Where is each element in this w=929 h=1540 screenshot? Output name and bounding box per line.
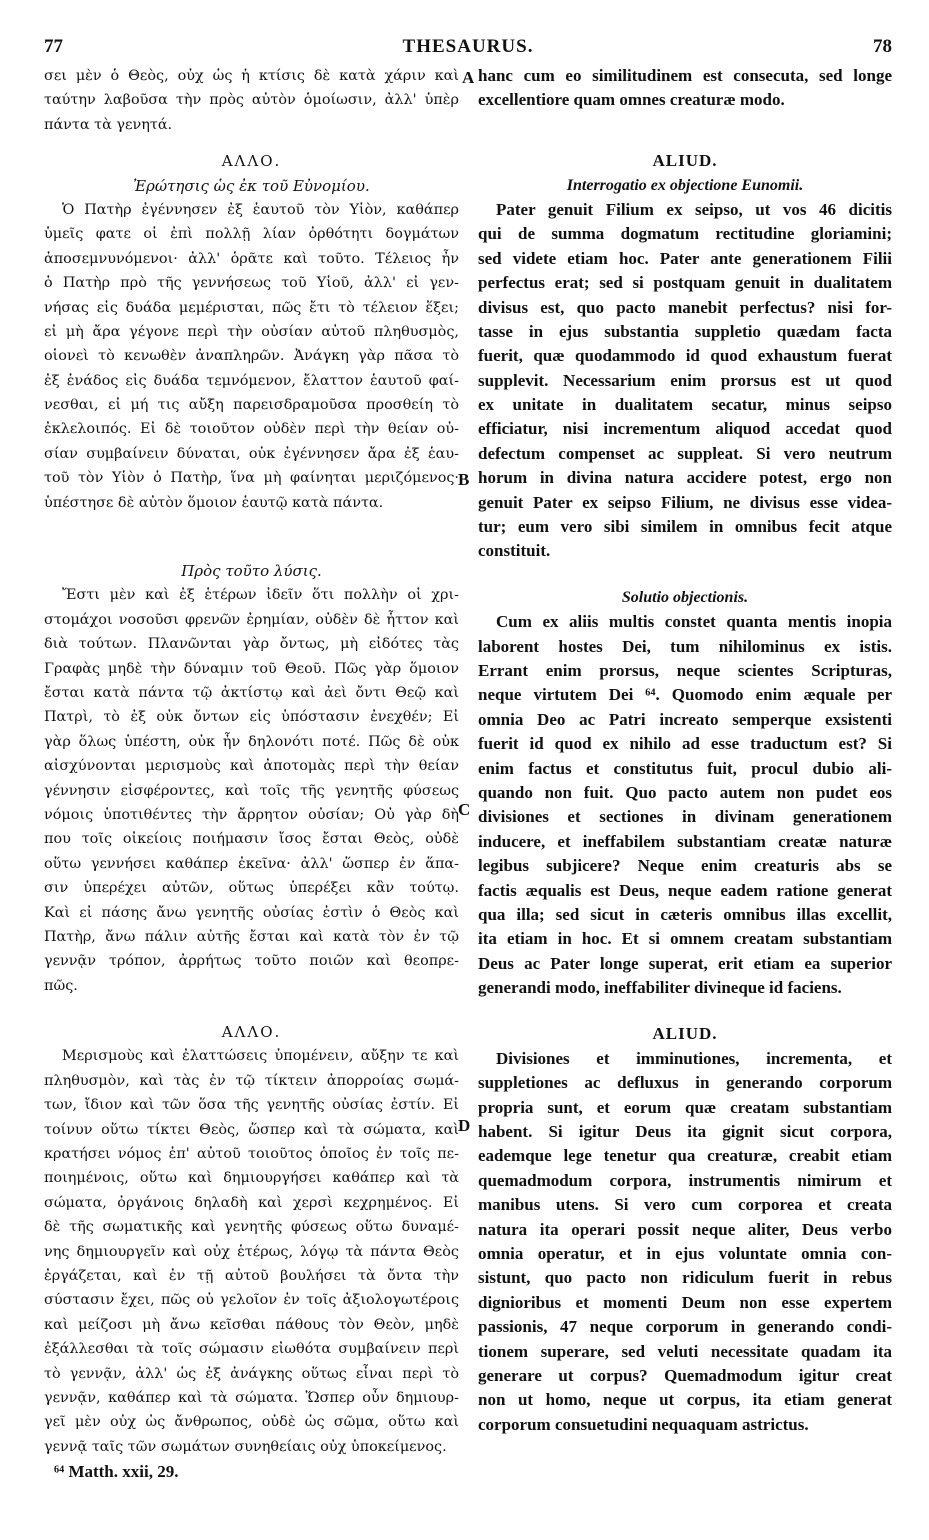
text-line: νης δημιουργεῖν καὶ οὐχ ἑτέρως, λόγῳ τὰ πάντα Θεὸς xyxy=(44,1243,459,1260)
text-line: ὑπέστησε δὲ αὐτὸν ὅμοιον ἑαυτῷ κατὰ πάντα. xyxy=(44,494,384,511)
text-line: manibus utens. Si vero cum corporea et creata xyxy=(478,1195,892,1215)
text-line: ἀποσεμνυνόμενοι· ἀλλ' ὁρᾶτε καὶ τοῦτο. Τέλειος ἦν xyxy=(44,250,459,267)
greek-heading-allo-2: ΑΛΛΟ. xyxy=(221,1023,282,1042)
text-line: divisus est, quo pacto manebit perfectus? nisi for- xyxy=(478,297,892,317)
text-line: omnia Deo ac Patri increato semperque exsistenti xyxy=(478,709,892,729)
text-line: inducere, et ineffabilem substantiam creatæ naturæ xyxy=(478,831,892,851)
text-line: ἔσται κατὰ πάντα τῷ ἀκτίστῳ καὶ ἀεὶ ὄντι Θεῷ καὶ xyxy=(44,684,459,701)
text-line: Μερισμοὺς καὶ ἐλαττώσεις ὑπομένειν, αὔξην τε καὶ xyxy=(62,1048,459,1065)
text-line: στομάχοι νοσοῦσι φρενῶν ἐρημίαν, οὐδὲν δὲ ἧττον καὶ xyxy=(44,611,459,628)
greek-heading-allo-1: ΑΛΛΟ. xyxy=(221,152,282,171)
text-line: που τοῖς οἰκείοις ποιήμασιν ἴσος ἔσται Θεὸς, οὐδὲ xyxy=(44,831,459,848)
text-line: passionis, 47 neque corporum in generando condi- xyxy=(478,1317,892,1337)
text-line: tur; eum vero sibi similem in omnibus fecit atque xyxy=(478,517,892,537)
text-line: tasse in ejus substantia suppletio quædam facta xyxy=(478,321,892,341)
text-line: κρατήσει νόμος ἐπ' αὐτοῦ τοιοῦτος ὁποῖος ἐν τοῖς πε- xyxy=(44,1146,459,1163)
text-line: excellentiore quam omnes creaturæ modo. xyxy=(478,90,785,110)
text-line: sed videte etiam hoc. Pater ante generationem Filii xyxy=(478,248,892,268)
text-line: quemadmodum corpora, instrumentis nimirum et xyxy=(478,1170,892,1190)
text-line: divisiones et sectiones in divinam generationem xyxy=(478,807,892,827)
greek-paragraph-allo xyxy=(44,1044,459,1459)
margin-letter-a: A xyxy=(462,68,475,87)
running-title: THESAURUS. xyxy=(402,36,534,57)
text-line: νήσας εἰς δυάδα μεμέρισται, πῶς ἔτι τὸ τέλειον ἕξει; xyxy=(44,299,459,316)
text-line: ταύτην λαβοῦσα τὴν πρὸς αὐτὸν ὁμοίωσιν, ἀλλ' ὑπὲρ xyxy=(44,92,459,109)
text-line: σύστασιν ἔχει, πῶς οὐ γελοῖον ἐν τοῖς ἀξιολογωτέροις xyxy=(44,1292,459,1309)
latin-paragraph-solution xyxy=(478,610,892,1000)
text-line: non ut homo, neque ut corpus, ita etiam generat xyxy=(478,1390,892,1410)
text-line: γεννᾷν τρόπον, ἀρρήτως τοῦτο ποιῶν καὶ θεοπρε- xyxy=(44,953,459,970)
latin-paragraph-question xyxy=(478,198,892,564)
text-line: quando non fuit. Quo pacto autem non pudet eos xyxy=(478,782,892,802)
text-line: σει μὲν ὁ Θεὸς, οὐχ ὡς ἡ κτίσις δὲ κατὰ χάριν καὶ xyxy=(44,68,459,84)
text-line: τοῦ τὸν Υἱὸν ὁ Πατὴρ, ἵνα μὴ φαίνηται μεριζόμενος· xyxy=(44,470,459,487)
text-line: καὶ μείζοσι μὴ ἄνω κεῖσθαι πάθους τὸν Θεὸν, μηδὲ xyxy=(44,1316,459,1333)
text-line: Deus ac Pater longe superat, erit etiam ea superior xyxy=(478,953,892,973)
page-number-right: 78 xyxy=(873,36,892,57)
text-line: Ἔστι μὲν καὶ ἐξ ἑτέρων ἰδεῖν ὅτι πολλὴν οἱ χρι- xyxy=(62,587,459,604)
text-line: Γραφὰς μηδὲ τὴν δύναμιν τοῦ Θεοῦ. Πῶς γὰρ ὅμοιον xyxy=(44,660,459,677)
text-line: σώματα, ὀργάνοις δηλαδὴ καὶ χερσὶ κεχρημένος. Εἰ xyxy=(44,1194,459,1211)
text-line: σιν ὑπερέχει αὐτῶν, οὕτως ὑπερέξει κἂν τούτῳ. xyxy=(44,880,459,897)
text-line: suppletiones ac defluxus in generando corporum xyxy=(478,1073,892,1093)
text-line: Πατὴρ, ἄνω πάλιν αὐτῆς ἔσται καὶ κατὰ τὸν ἐν τῷ xyxy=(44,928,459,945)
text-line: fuerit, quæ quodammodo id quod exhaustum fuerat xyxy=(478,346,892,366)
margin-letter-b: B xyxy=(458,470,470,489)
greek-paragraph-solution xyxy=(44,583,459,998)
margin-letter-c: C xyxy=(458,800,471,819)
text-line: τοίνυν οὕτω τίκτει Θεὸς, ὥσπερ καὶ τὰ σώματα, καὶ xyxy=(44,1121,459,1138)
text-line: natura ita operari possit neque aliter, Deus verbo xyxy=(478,1219,892,1239)
text-line: efficiatur, nisi incrementum aliquod accedat quod xyxy=(478,419,892,439)
text-line: perfectus erat; sed si postquam genuit in dualitatem xyxy=(478,273,892,293)
text-line: γέννησιν εἰσφέροντες, καὶ τοῖς τῆς γενητῆς φύσεως xyxy=(44,782,459,799)
text-line: πληθυσμὸν, καὶ τὰς ἐν τῷ τίκτειν ἀπορροίας σωμά- xyxy=(44,1072,459,1089)
text-line: σίαν συμβαίνειν δύναται, οὐκ ἐγέννησεν ἄρα ἐξ ἑαυ- xyxy=(44,445,459,462)
text-line: Errant enim prorsus, neque scientes Scripturas, xyxy=(478,660,892,680)
text-line: horum in divina natura accidere potest, ergo non xyxy=(478,468,892,488)
text-line: ἐξάλλεσθαι τὰ τοῖς σώμασιν εἰωθότα συμβαίνειν περὶ xyxy=(44,1341,459,1358)
text-line: νεσθαι, εἰ μή τις αὔξη παρεισδραμοῦσα προσθείη τὸ xyxy=(44,397,459,414)
text-line: defectum compenset ac suppleat. Si vero neutrum xyxy=(478,443,892,463)
greek-column xyxy=(44,64,459,1459)
text-line: dignioribus et momenti Deum non esse expertem xyxy=(478,1292,892,1312)
text-line: ita etiam in hoc. Et si omnem creatam substantiam xyxy=(478,929,892,949)
text-line: διὰ τούτων. Πλανῶνται γὰρ ὄντως, μὴ εἰδότες τὰς xyxy=(44,636,459,653)
text-line: genuit Pater ex seipso Filium, ne divisus esse videa- xyxy=(478,492,892,512)
latin-heading-aliud-1: ALIUD. xyxy=(652,151,718,171)
text-line: habent. Si igitur Deus ita gignit sicut corpora, xyxy=(478,1122,892,1142)
text-line: οἱονεὶ τὸ κενωθὲν ἀναπληρῶν. Ἀνάγκη γὰρ πᾶσα τὸ xyxy=(44,348,459,365)
text-line: τὸ γεννᾷν, ἀλλ' ὡς ἐξ ἀνάγκης οὕτως εἶναι περὶ τὸ xyxy=(44,1365,459,1382)
text-line: omnia operatur, et in ejus voluntate omnia con- xyxy=(478,1243,892,1263)
text-line: πῶς. xyxy=(44,977,78,994)
text-line: qui de summa dogmatum rectitudine gloriamini; xyxy=(478,224,892,244)
text-line: laborent hostes Dei, tum nihilominus ex istis. xyxy=(478,636,892,656)
text-line: fuerit id quod ex nihilo ad esse traductum est? Si xyxy=(478,734,892,754)
latin-heading-aliud-2: ALIUD. xyxy=(652,1024,718,1044)
text-line: γὰρ ὅλως ὑπέστη, οὐκ ἦν δηλονότι ποτέ. Πῶς δὲ οὐκ xyxy=(44,733,459,750)
text-line: νόμοις ὑποτιθέντες τὴν ἄρρητον οὐσίαν; Οὐ γὰρ δὴ xyxy=(44,806,459,823)
text-line: constituit. xyxy=(478,541,551,561)
text-line: neque virtutem Dei ⁶⁴. Quomodo enim æquale per xyxy=(478,685,892,705)
latin-column xyxy=(478,64,892,1437)
text-line: hanc cum eo similitudinem est consecuta, sed longe xyxy=(478,66,892,85)
text-line: των, ἴδιον καὶ τῶν ὅσα τῆς γενητῆς οὐσίας ἐστίν. Εἰ xyxy=(44,1097,459,1114)
text-line: generare ut corpus? Quemadmodum igitur creat xyxy=(478,1365,892,1385)
text-line: corporum consuetudini nequaquam astrictus. xyxy=(478,1414,809,1434)
text-line: ποιημένοις, οὕτω καὶ δημιουργήσει καθάπερ καὶ τὰ xyxy=(44,1170,459,1187)
text-line: αἰσχύνονται μερισμοὺς καὶ ἀποτομὰς περὶ τὴν θείαν xyxy=(44,758,459,775)
text-line: οὕτω γεννήσει καθάπερ ἐκεῖνα· ἀλλ' ὥσπερ ἐν ἅπα- xyxy=(44,855,459,872)
latin-subheading-question: Interrogatio ex objectione Eunomii. xyxy=(566,176,804,194)
text-line: Καὶ εἰ πάσης ἄνω γενητῆς οὐσίας ἐστὶν ὁ Θεὸς καὶ xyxy=(44,904,459,921)
text-line: γεννᾷν, καθάπερ καὶ τὰ σώματα. Ὥσπερ οὖν δημιουρ- xyxy=(44,1389,459,1406)
page-number-left: 77 xyxy=(44,36,63,57)
text-line: δὲ τῆς σωματικῆς καὶ γενητῆς φύσεως οὕτω δυναμέ- xyxy=(44,1219,459,1236)
text-line: qua illa; sed sicut in cæteris omnibus illas excellit, xyxy=(478,904,892,924)
text-line: legibus subjicere? Neque enim creaturis abs se xyxy=(478,856,892,876)
text-line: ὑμεῖς φατε οἱ ἐπὶ πολλῇ λίαν ὀρθότητι δογμάτων xyxy=(44,226,459,243)
latin-paragraph-aliud xyxy=(478,1047,892,1437)
text-line: eademque lege tenetur qua creaturæ, creabit etiam xyxy=(478,1146,892,1166)
greek-subheading-solution: Πρὸς τοῦτο λύσις. xyxy=(181,562,322,581)
greek-paragraph-question xyxy=(44,198,459,515)
text-line: supplevit. Necessarium enim prorsus est ut quod xyxy=(478,370,892,390)
text-line: propria sunt, et eorum quæ creatam substantiam xyxy=(478,1097,892,1117)
text-line: factis æqualis est Deus, neque eadem ratione generat xyxy=(478,880,892,900)
text-line: tionem superare, sed veluti necessitate quadam ita xyxy=(478,1341,892,1361)
text-line: εἰ μὴ ἄρα γέγονε περὶ τὴν οὐσίαν αὐτοῦ πληθυσμὸς, xyxy=(44,323,459,340)
text-line: ἐξ ἑνάδος εἰς δυάδα τεμνόμενον, ἔλαττον ἑαυτοῦ φαί- xyxy=(44,372,459,389)
text-line: ὁ Πατὴρ πρὸ τῆς γεννήσεως τοῦ Υἱοῦ, ἀλλ' εἰ γεν- xyxy=(44,275,459,292)
text-line: πάντα τὰ γενητά. xyxy=(44,116,173,133)
text-line: Divisiones et imminutiones, incrementa, et xyxy=(496,1048,892,1068)
text-line: ἐργάζεται, καὶ ἐν τῇ αὐτοῦ βουλήσει τὰ ὄντα τὴν xyxy=(44,1267,459,1284)
text-line: Πατρὶ, τὸ ἐξ οὐκ ὄντων εἰς ὑπόστασιν ἐνεχθέν; Εἰ xyxy=(44,709,459,726)
text-line: γεῖ μὲν οὐχ ὡς ἄνθρωπος, οὐδὲ ὡς σῶμα, οὕτω καὶ xyxy=(44,1414,459,1431)
text-line: Pater genuit Filium ex seipso, ut vos 46 dicitis xyxy=(496,199,892,219)
footnote: ⁶⁴ Matth. xxii, 29. xyxy=(54,1462,179,1481)
text-line: sistunt, quo pacto non ridiculum fuerit in rebus xyxy=(478,1268,892,1288)
latin-subheading-solution: Solutio objectionis. xyxy=(621,588,749,606)
latin-intro xyxy=(478,64,892,113)
text-line: γεννᾷ ταῖς τῶν σωμάτων συνηθείαις οὐχ ὑποκείμενος. xyxy=(44,1438,447,1455)
greek-subheading-question: Ἐρώτησις ὡς ἐκ τοῦ Εὐνομίου. xyxy=(133,176,370,195)
text-line: ex unitate in dualitatem secatur, minus seipso xyxy=(478,395,892,415)
margin-letter-d: D xyxy=(458,1116,471,1135)
running-header xyxy=(44,36,892,60)
greek-intro xyxy=(44,64,459,137)
text-line: enim factus et constitutus fuit, procul dubio ali- xyxy=(478,758,892,778)
text-line: ἐκλελοιπός. Εἰ δὲ τοιοῦτον οὐδὲν περὶ τὴν θείαν οὐ- xyxy=(44,421,459,438)
text-line: generandi modo, ineffabiliter divineque id faciens. xyxy=(478,978,842,998)
text-line: Cum ex aliis multis constet quanta mentis inopia xyxy=(496,612,892,632)
text-line: Ὁ Πατὴρ ἐγέννησεν ἐξ ἑαυτοῦ τὸν Υἱὸν, καθάπερ xyxy=(62,201,459,218)
